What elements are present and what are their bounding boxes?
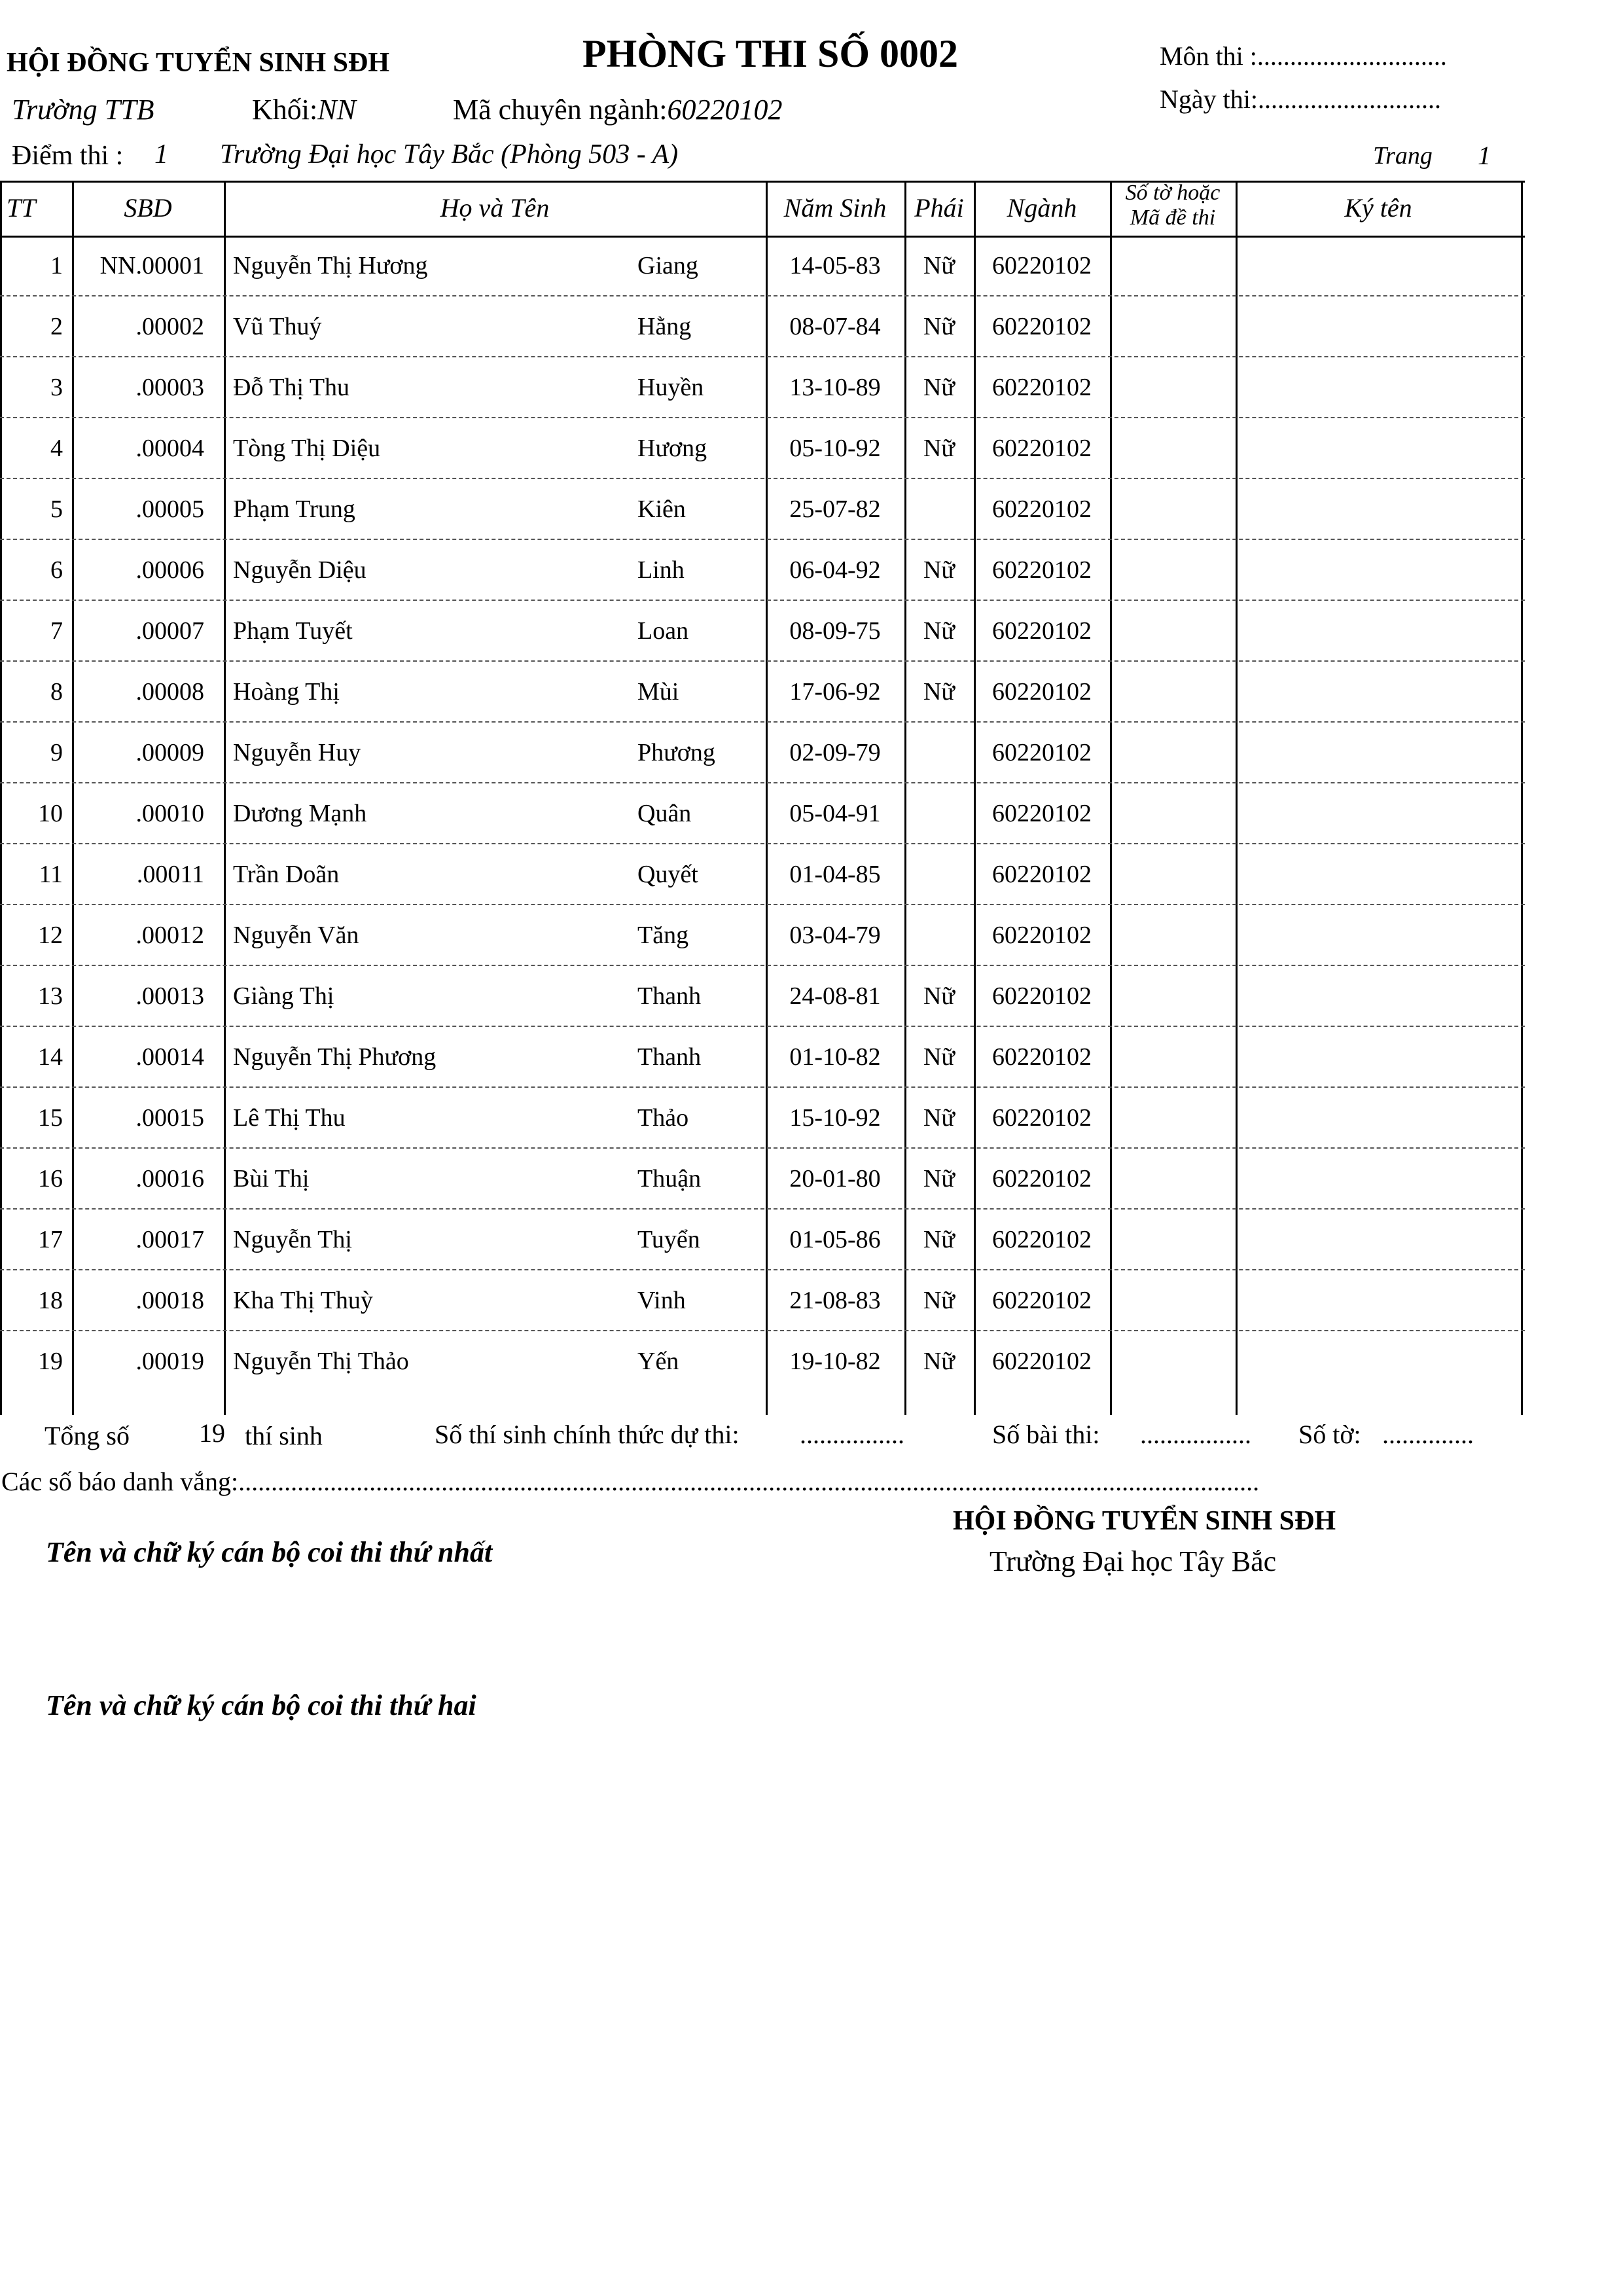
proctor1-signature-label: Tên và chữ ký cán bộ coi thi thứ nhất	[46, 1536, 493, 1568]
total-count: 19	[199, 1418, 225, 1448]
subject-field: Môn thi :.............................	[1160, 41, 1447, 71]
cell-major: 60220102	[992, 739, 1092, 766]
cell-tt: 7	[50, 617, 63, 645]
cell-last-name: Phạm Trung	[233, 495, 355, 523]
school-prefix: Trường	[12, 94, 98, 126]
proctor2-signature-label: Tên và chữ ký cán bộ coi thi thứ hai	[46, 1689, 476, 1721]
cell-gender: Nữ	[923, 1287, 955, 1314]
cell-first-name: Thanh	[637, 1043, 702, 1071]
table-row	[0, 783, 1525, 844]
table-row	[0, 296, 1525, 357]
school-code: TTB	[104, 94, 154, 126]
cell-sbd: NN.00001	[99, 252, 204, 279]
cell-gender	[904, 905, 974, 966]
col-header-sheets	[1110, 181, 1236, 236]
cell-sbd: .00006	[135, 556, 204, 584]
cell-major: 60220102	[992, 1348, 1092, 1375]
cell-first-name: Thuận	[637, 1165, 702, 1193]
cell-sbd: .00017	[135, 1226, 204, 1253]
table-row	[0, 1149, 1525, 1210]
cell-gender: Nữ	[923, 1104, 955, 1132]
cell-sbd: .00015	[135, 1104, 204, 1132]
cell-major: 60220102	[992, 313, 1092, 340]
block-value: NN	[317, 94, 356, 126]
cell-first-name: Thanh	[637, 982, 702, 1010]
cell-major: 60220102	[992, 435, 1092, 462]
cell-gender	[904, 844, 974, 905]
cell-gender	[904, 723, 974, 783]
cell-dob: 25-07-82	[789, 495, 881, 523]
cell-sbd: .00007	[135, 617, 204, 645]
cell-gender	[904, 479, 974, 540]
cell-last-name: Trần Doãn	[233, 861, 340, 888]
cell-tt: 9	[50, 739, 63, 766]
cell-dob: 17-06-92	[789, 678, 881, 706]
candidate-table	[0, 181, 1525, 1415]
site-label: Điểm thi :	[12, 141, 124, 171]
exam-date-field: Ngày thi:............................	[1160, 84, 1441, 114]
cell-first-name: Hằng	[637, 313, 692, 340]
cell-first-name: Kiên	[637, 495, 686, 523]
cell-tt: 18	[38, 1287, 63, 1314]
cell-major: 60220102	[992, 1226, 1092, 1253]
cell-gender: Nữ	[923, 435, 955, 462]
sheets-label: Số tờ:	[1298, 1420, 1361, 1449]
cell-last-name: Nguyễn Diệu	[233, 556, 366, 584]
cell-tt: 10	[38, 800, 63, 827]
site-name: Trường Đại học Tây Bắc (Phòng 503 - A)	[220, 139, 679, 170]
cell-dob: 24-08-81	[789, 982, 881, 1010]
absent-candidates-line: Các số báo danh vắng:............................................................................................................................................................	[1, 1467, 1260, 1496]
cell-first-name: Quân	[637, 800, 692, 827]
cell-gender	[904, 783, 974, 844]
cell-dob: 05-10-92	[789, 435, 881, 462]
table-row	[0, 1331, 1525, 1392]
official-label: Số thí sinh chính thức dự thi:	[435, 1420, 740, 1449]
cell-sbd: .00010	[135, 800, 204, 827]
block-label: Khối:	[252, 94, 318, 126]
papers-dots: .................	[1140, 1420, 1251, 1449]
col-header-signature: Ký tên	[1344, 193, 1412, 223]
major-line	[453, 93, 782, 126]
papers-label: Số bài thi:	[992, 1420, 1100, 1449]
cell-major: 60220102	[992, 617, 1092, 645]
sheets-dots: ..............	[1382, 1420, 1474, 1449]
cell-first-name: Yến	[637, 1348, 679, 1375]
table-row	[0, 357, 1525, 418]
cell-gender: Nữ	[923, 1043, 955, 1071]
cell-gender: Nữ	[923, 252, 955, 279]
cell-dob: 01-10-82	[789, 1043, 881, 1071]
col-header-tt: TT	[7, 193, 36, 223]
major-value: 60220102	[667, 94, 783, 126]
cell-sbd: .00005	[135, 495, 204, 523]
table-row	[0, 966, 1525, 1027]
cell-tt: 1	[50, 252, 63, 279]
cell-gender: Nữ	[923, 1226, 955, 1253]
table-row	[0, 905, 1525, 966]
cell-tt: 4	[50, 435, 63, 462]
cell-last-name: Dương Mạnh	[233, 800, 367, 827]
cell-major: 60220102	[992, 1104, 1092, 1132]
cell-last-name: Đỗ Thị Thu	[233, 374, 350, 401]
col-header-name: Họ và Tên	[440, 193, 550, 223]
cell-tt: 15	[38, 1104, 63, 1132]
cell-last-name: Nguyễn Huy	[233, 739, 361, 766]
cell-first-name: Loan	[637, 617, 689, 645]
col-header-gender: Phái	[914, 193, 964, 223]
cell-sbd: .00011	[136, 861, 204, 888]
cell-dob: 21-08-83	[789, 1287, 881, 1314]
cell-tt: 5	[50, 495, 63, 523]
page-label: Trang	[1373, 142, 1433, 170]
official-dots: ................	[800, 1420, 904, 1449]
cell-sbd: .00016	[135, 1165, 204, 1193]
table-row	[0, 1027, 1525, 1088]
cell-major: 60220102	[992, 1287, 1092, 1314]
cell-tt: 12	[38, 922, 63, 949]
col-header-sbd: SBD	[124, 193, 172, 223]
cell-major: 60220102	[992, 678, 1092, 706]
cell-first-name: Vinh	[637, 1287, 686, 1314]
cell-gender: Nữ	[923, 374, 955, 401]
cell-major: 60220102	[992, 252, 1092, 279]
cell-sbd: .00008	[135, 678, 204, 706]
cell-last-name: Hoàng Thị	[233, 678, 340, 706]
cell-last-name: Giàng Thị	[233, 982, 334, 1010]
school-line	[12, 93, 154, 126]
cell-sbd: .00012	[135, 922, 204, 949]
table-row	[0, 479, 1525, 540]
cell-major: 60220102	[992, 1165, 1092, 1193]
table-row	[0, 1088, 1525, 1149]
cell-major: 60220102	[992, 1043, 1092, 1071]
cell-last-name: Nguyễn Thị	[233, 1226, 352, 1253]
cell-last-name: Nguyễn Thị Thảo	[233, 1348, 409, 1375]
cell-last-name: Kha Thị Thuỳ	[233, 1287, 373, 1314]
table-row	[0, 236, 1525, 296]
cell-gender: Nữ	[923, 556, 955, 584]
cell-dob: 19-10-82	[789, 1348, 881, 1375]
cell-last-name: Lê Thị Thu	[233, 1104, 346, 1132]
cell-first-name: Giang	[637, 252, 698, 279]
council-name: HỘI ĐỒNG TUYỂN SINH SĐH	[7, 48, 390, 78]
cell-dob: 01-04-85	[789, 861, 881, 888]
cell-major: 60220102	[992, 374, 1092, 401]
table-row	[0, 844, 1525, 905]
col-header-major: Ngành	[1007, 193, 1077, 223]
cell-first-name: Linh	[637, 556, 685, 584]
col-header-sheets-line1: Số tờ hoặc	[1125, 181, 1221, 205]
table-row	[0, 723, 1525, 783]
cell-last-name: Tòng Thị Diệu	[233, 435, 381, 462]
page-number: 1	[1478, 141, 1491, 170]
room-title: PHÒNG THI SỐ 0002	[582, 32, 958, 75]
cell-tt: 19	[38, 1348, 63, 1375]
cell-tt: 14	[38, 1043, 63, 1071]
cell-tt: 11	[39, 861, 63, 888]
cell-tt: 6	[50, 556, 63, 584]
table-row	[0, 418, 1525, 479]
cell-last-name: Nguyễn Văn	[233, 922, 359, 949]
col-header-dob: Năm Sinh	[783, 193, 887, 223]
cell-last-name: Bùi Thị	[233, 1165, 310, 1193]
block-line	[252, 93, 356, 126]
cell-first-name: Tuyển	[637, 1226, 700, 1253]
cell-tt: 13	[38, 982, 63, 1010]
cell-sbd: .00002	[135, 313, 204, 340]
table-row	[0, 601, 1525, 662]
cell-tt: 17	[38, 1226, 63, 1253]
cell-gender: Nữ	[923, 1348, 955, 1375]
cell-dob: 20-01-80	[789, 1165, 881, 1193]
cell-dob: 03-04-79	[789, 922, 881, 949]
table-row	[0, 1210, 1525, 1270]
cell-first-name: Thảo	[637, 1104, 689, 1132]
cell-first-name: Tăng	[637, 922, 689, 949]
cell-major: 60220102	[992, 556, 1092, 584]
cell-dob: 06-04-92	[789, 556, 881, 584]
cell-tt: 3	[50, 374, 63, 401]
cell-first-name: Hương	[637, 435, 707, 462]
cell-major: 60220102	[992, 861, 1092, 888]
candidates-label: thí sinh	[245, 1421, 323, 1450]
cell-dob: 14-05-83	[789, 252, 881, 279]
cell-gender: Nữ	[923, 313, 955, 340]
total-label: Tổng số	[45, 1421, 130, 1450]
cell-first-name: Quyết	[637, 861, 698, 888]
cell-major: 60220102	[992, 922, 1092, 949]
cell-sbd: .00019	[135, 1348, 204, 1375]
cell-tt: 8	[50, 678, 63, 706]
table-row	[0, 540, 1525, 601]
cell-gender: Nữ	[923, 617, 955, 645]
cell-first-name: Mùi	[637, 678, 679, 706]
cell-dob: 08-07-84	[789, 313, 881, 340]
cell-sbd: .00009	[135, 739, 204, 766]
cell-gender: Nữ	[923, 678, 955, 706]
cell-dob: 01-05-86	[789, 1226, 881, 1253]
cell-last-name: Nguyễn Thị Phương	[233, 1043, 437, 1071]
cell-dob: 05-04-91	[789, 800, 881, 827]
cell-major: 60220102	[992, 800, 1092, 827]
cell-last-name: Phạm Tuyết	[233, 617, 353, 645]
col-header-sheets-line2: Mã đề thi	[1130, 206, 1216, 230]
cell-sbd: .00013	[135, 982, 204, 1010]
cell-tt: 2	[50, 313, 63, 340]
cell-dob: 15-10-92	[789, 1104, 881, 1132]
footer-council: HỘI ĐỒNG TUYỂN SINH SĐH	[953, 1506, 1336, 1536]
table-row	[0, 662, 1525, 723]
cell-sbd: .00014	[135, 1043, 204, 1071]
cell-first-name: Phương	[637, 739, 715, 766]
cell-sbd: .00003	[135, 374, 204, 401]
cell-dob: 02-09-79	[789, 739, 881, 766]
table-row	[0, 1270, 1525, 1331]
major-label: Mã chuyên ngành:	[453, 94, 668, 126]
cell-major: 60220102	[992, 495, 1092, 523]
site-number: 1	[154, 139, 168, 170]
cell-gender: Nữ	[923, 1165, 955, 1193]
cell-last-name: Vũ Thuý	[233, 313, 322, 340]
cell-sbd: .00018	[135, 1287, 204, 1314]
cell-gender: Nữ	[923, 982, 955, 1010]
cell-last-name: Nguyễn Thị Hương	[233, 252, 428, 279]
footer-university: Trường Đại học Tây Bắc	[990, 1545, 1277, 1577]
cell-dob: 08-09-75	[789, 617, 881, 645]
cell-first-name: Huyền	[637, 374, 704, 401]
cell-dob: 13-10-89	[789, 374, 881, 401]
cell-sbd: .00004	[135, 435, 204, 462]
cell-major: 60220102	[992, 982, 1092, 1010]
cell-tt: 16	[38, 1165, 63, 1193]
